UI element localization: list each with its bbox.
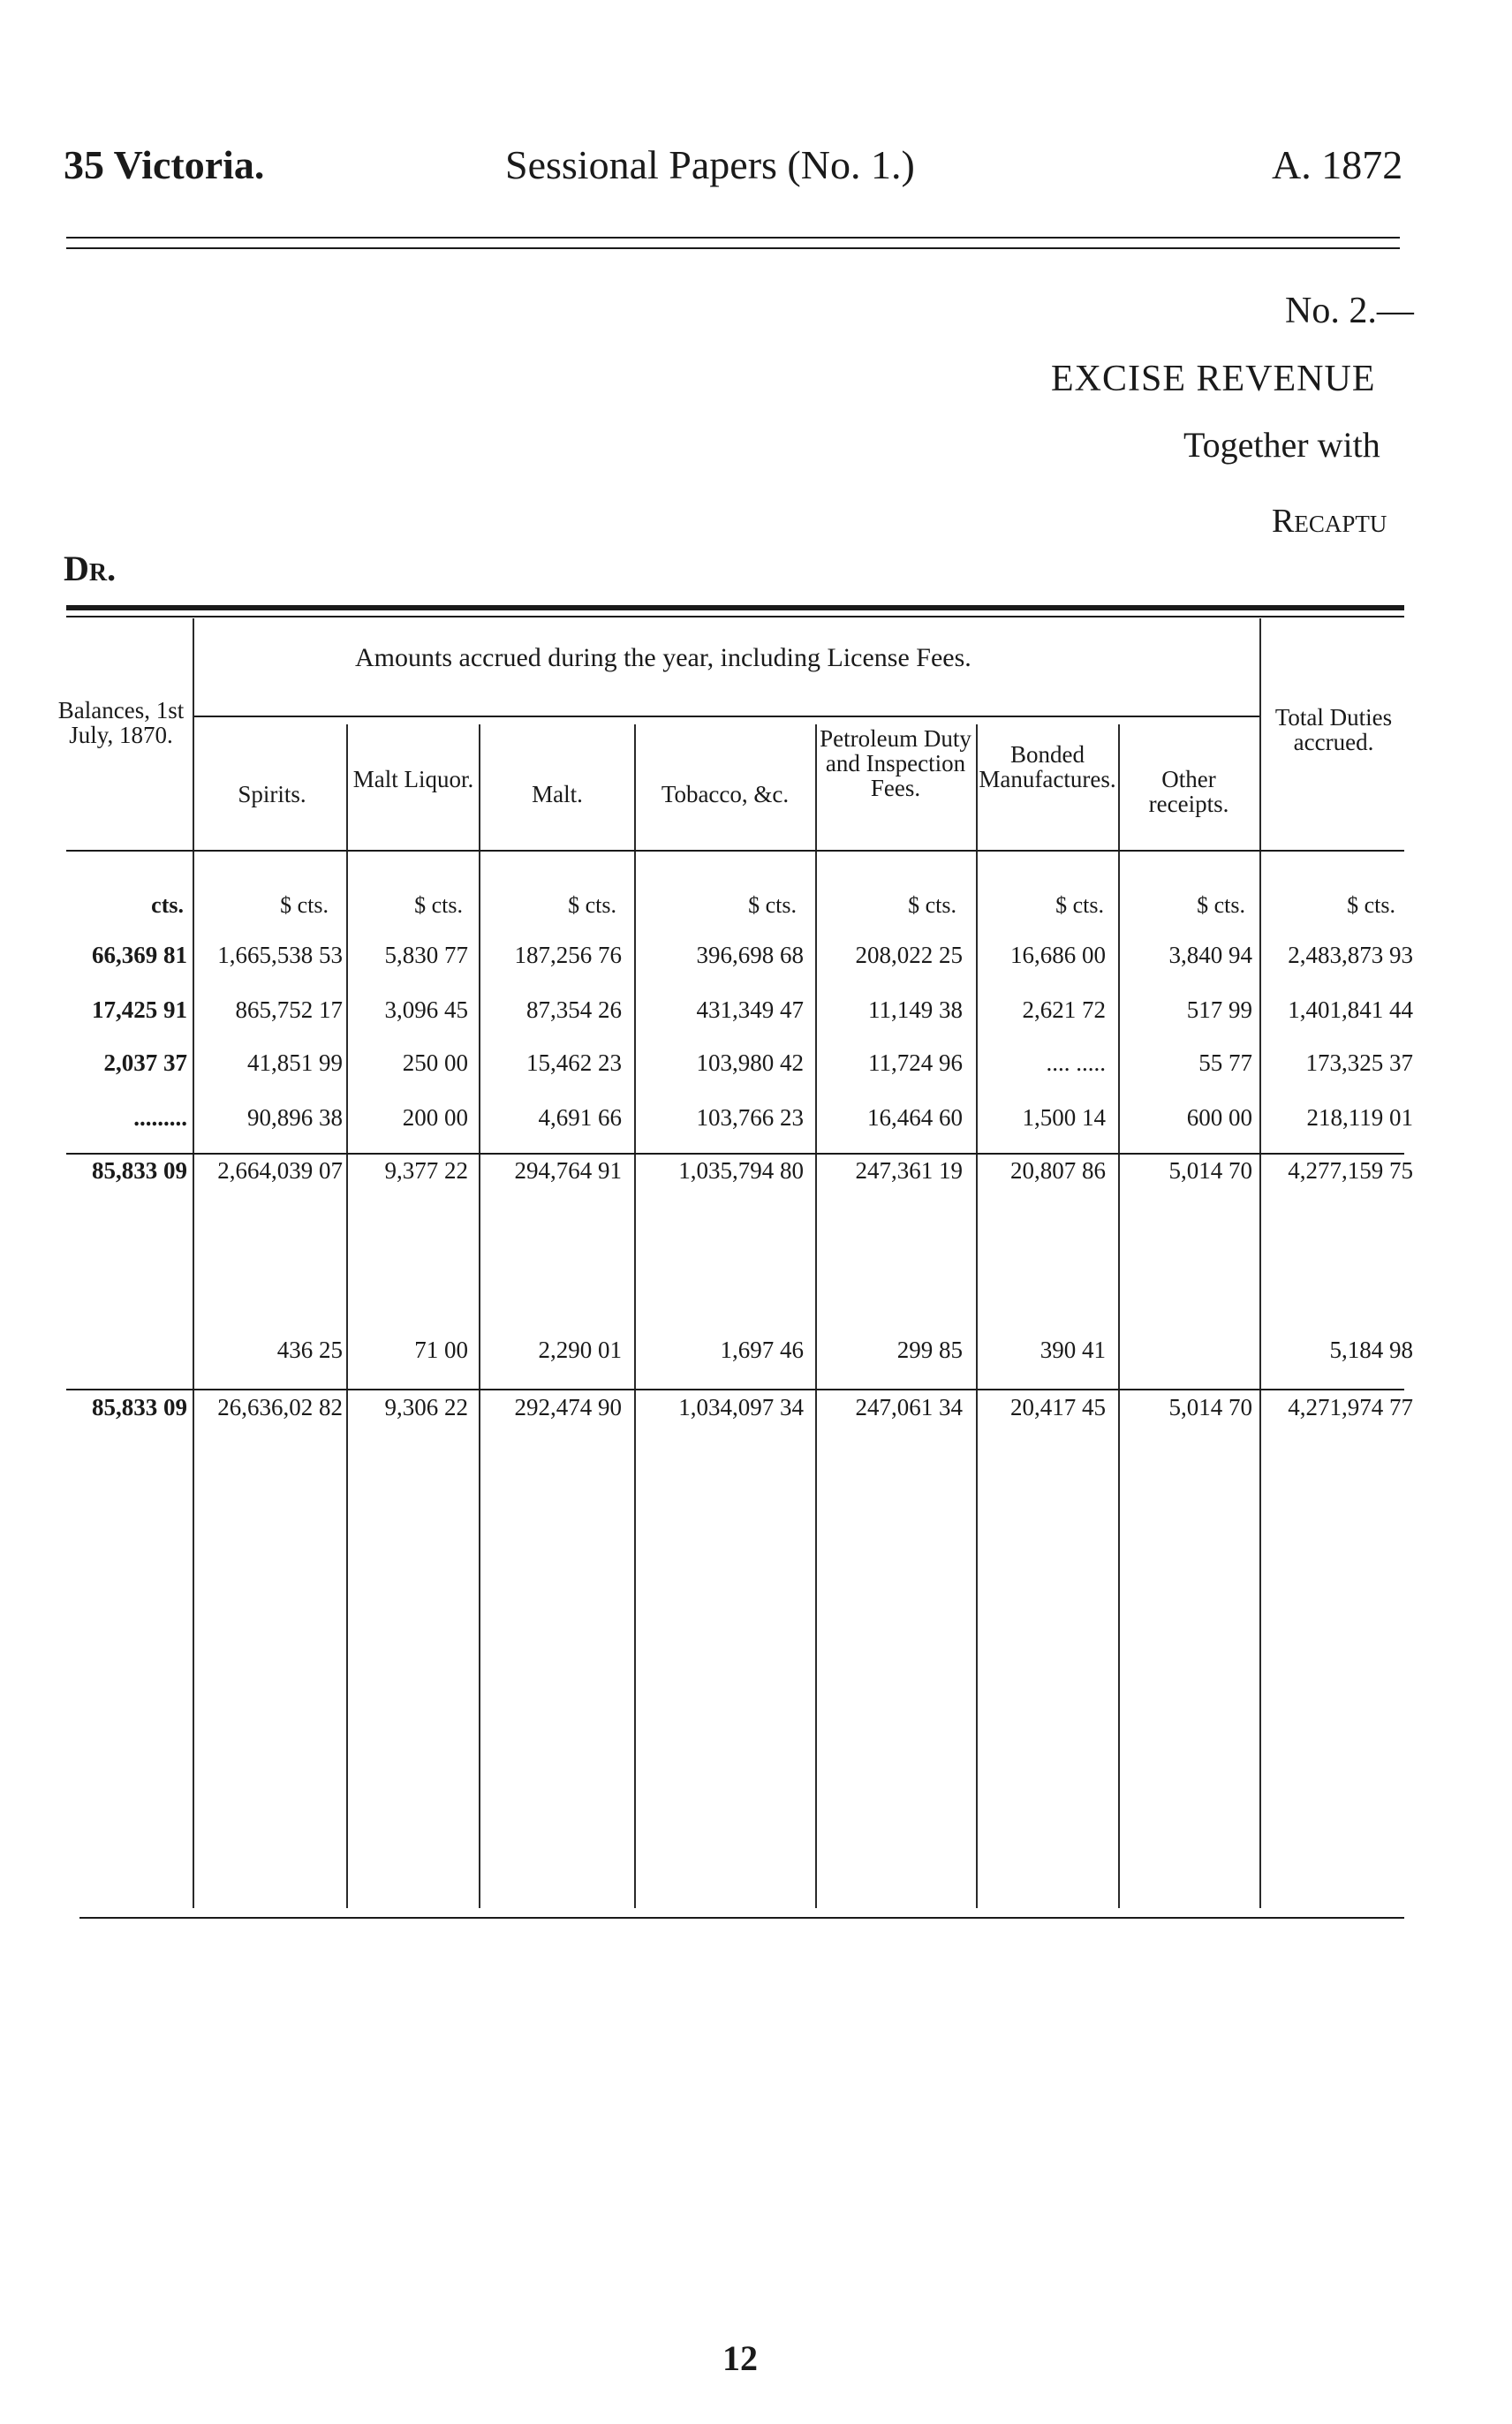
subtotal-rule [66, 1153, 1404, 1155]
cell-tobacco: 1,035,794 80 [678, 1157, 804, 1184]
cell-tobacco: 431,349 47 [696, 996, 804, 1023]
cell-other: 517 99 [1186, 996, 1252, 1023]
cell-spirits: 26,636,02 82 [217, 1394, 343, 1420]
net-rule [66, 1389, 1404, 1390]
cell-other: 5,014 70 [1168, 1394, 1252, 1420]
col-header-malt-liquor: Malt Liquor. [352, 766, 474, 792]
cell-spirits: 90,896 38 [247, 1104, 343, 1131]
header-rule-bottom [66, 247, 1400, 249]
unit-petroleum: $ cts. [908, 892, 956, 918]
cell-spirits: 2,664,039 07 [217, 1157, 343, 1184]
col-divider-8 [1259, 618, 1261, 1908]
cell-other: 3,840 94 [1168, 942, 1252, 968]
cell-tobacco: 1,034,097 34 [678, 1394, 804, 1420]
col-header-tobacco: Tobacco, &c. [661, 781, 790, 807]
document-subtitle: Together with [1183, 425, 1380, 465]
col-header-total: Total Duties accrued. [1274, 704, 1393, 755]
cell-bonded: 20,807 86 [1010, 1157, 1106, 1184]
cell-petroleum: 299 85 [896, 1337, 963, 1363]
cell-balances: 85,833 09 [92, 1394, 187, 1420]
cell-balances: 17,425 91 [92, 996, 187, 1023]
cell-spirits: 41,851 99 [247, 1049, 343, 1076]
cell-total: 218,119 01 [1306, 1104, 1413, 1131]
unit-other: $ cts. [1197, 892, 1245, 918]
col-header-spirits: Spirits. [238, 781, 306, 807]
col-divider-2 [346, 724, 348, 1908]
cell-total: 1,401,841 44 [1288, 996, 1413, 1023]
page-number: 12 [722, 2338, 758, 2378]
unit-malt: $ cts. [568, 892, 616, 918]
cell-malt-liquor: 200 00 [402, 1104, 468, 1131]
cell-malt: 292,474 90 [514, 1394, 622, 1420]
group-header-rule [194, 716, 1259, 717]
cell-balances: 66,369 81 [92, 942, 187, 968]
cell-spirits: 436 25 [276, 1337, 343, 1363]
cell-other: 55 77 [1198, 1049, 1252, 1076]
document-number: No. 2.— [1285, 291, 1414, 331]
recap-label: Recaptu [1272, 503, 1387, 540]
cell-bonded: 2,621 72 [1022, 996, 1106, 1023]
unit-malt-liquor: $ cts. [414, 892, 463, 918]
col-divider-3 [479, 724, 480, 1908]
cell-malt-liquor: 71 00 [414, 1337, 468, 1363]
cell-balances: 2,037 37 [103, 1049, 187, 1076]
cell-petroleum: 247,061 34 [855, 1394, 963, 1420]
cell-balances: ......... [133, 1104, 187, 1131]
document-title: EXCISE REVENUE [1051, 359, 1376, 399]
cell-malt-liquor: 250 00 [402, 1049, 468, 1076]
cell-bonded: 390 41 [1040, 1337, 1106, 1363]
unit-bonded: $ cts. [1055, 892, 1104, 918]
col-header-balances: Balances, 1st July, 1870. [57, 697, 185, 748]
cell-tobacco: 1,697 46 [720, 1337, 804, 1363]
cell-malt: 15,462 23 [526, 1049, 622, 1076]
cell-malt: 87,354 26 [526, 996, 622, 1023]
cell-petroleum: 11,724 96 [868, 1049, 963, 1076]
col-divider-1 [193, 618, 194, 1908]
cell-tobacco: 103,766 23 [696, 1104, 804, 1131]
unit-tobacco: $ cts. [748, 892, 797, 918]
cell-malt-liquor: 9,306 22 [384, 1394, 468, 1420]
col-divider-6 [976, 724, 978, 1908]
cell-other: 600 00 [1186, 1104, 1252, 1131]
col-divider-5 [815, 724, 817, 1908]
cell-petroleum: 16,464 60 [867, 1104, 963, 1131]
group-header: Amounts accrued during the year, including License Fees. [355, 643, 971, 672]
cell-tobacco: 396,698 68 [696, 942, 804, 968]
cell-malt: 4,691 66 [538, 1104, 622, 1131]
cell-malt: 2,290 01 [538, 1337, 622, 1363]
header-rule-top [66, 237, 1400, 239]
header-left: 35 Victoria. [64, 142, 265, 187]
cell-total: 2,483,873 93 [1288, 942, 1413, 968]
cell-petroleum: 11,149 38 [868, 996, 963, 1023]
unit-total: $ cts. [1347, 892, 1395, 918]
cell-malt-liquor: 5,830 77 [384, 942, 468, 968]
cell-spirits: 1,665,538 53 [217, 942, 343, 968]
cell-total: 4,271,974 77 [1288, 1394, 1413, 1420]
unit-spirits: $ cts. [280, 892, 329, 918]
dr-label: Dr. [64, 549, 117, 588]
cell-petroleum: 247,361 19 [855, 1157, 963, 1184]
cell-bonded: 20,417 45 [1010, 1394, 1106, 1420]
col-header-other: Other receipts. [1148, 766, 1229, 817]
cell-balances: 85,833 09 [92, 1157, 187, 1184]
table-top-rule-thick [66, 605, 1404, 610]
col-header-malt: Malt. [532, 781, 583, 807]
cell-total: 173,325 37 [1305, 1049, 1413, 1076]
cell-spirits: 865,752 17 [235, 996, 343, 1023]
header-center: Sessional Papers (No. 1.) [505, 142, 915, 187]
cell-malt: 187,256 76 [514, 942, 622, 968]
cell-bonded: 1,500 14 [1022, 1104, 1106, 1131]
cell-malt-liquor: 9,377 22 [384, 1157, 468, 1184]
table-bottom-rule [79, 1917, 1404, 1919]
cell-other: 5,014 70 [1168, 1157, 1252, 1184]
cell-bonded: 16,686 00 [1010, 942, 1106, 968]
cell-tobacco: 103,980 42 [696, 1049, 804, 1076]
header-right: A. 1872 [1272, 142, 1403, 187]
table-top-rule-thin [66, 616, 1404, 617]
cell-malt-liquor: 3,096 45 [384, 996, 468, 1023]
col-divider-7 [1118, 724, 1120, 1908]
header-bottom-rule [66, 850, 1404, 852]
col-header-petroleum: Petroleum Duty and Inspection Fees. [820, 725, 971, 801]
cell-petroleum: 208,022 25 [855, 942, 963, 968]
col-divider-4 [634, 724, 636, 1908]
cell-total: 4,277,159 75 [1288, 1157, 1413, 1184]
cell-malt: 294,764 91 [514, 1157, 622, 1184]
unit-balances: cts. [151, 892, 184, 918]
col-header-bonded: Bonded Manufactures. [979, 741, 1116, 792]
cell-bonded: .... ..... [1046, 1049, 1106, 1076]
cell-total: 5,184 98 [1329, 1337, 1413, 1363]
